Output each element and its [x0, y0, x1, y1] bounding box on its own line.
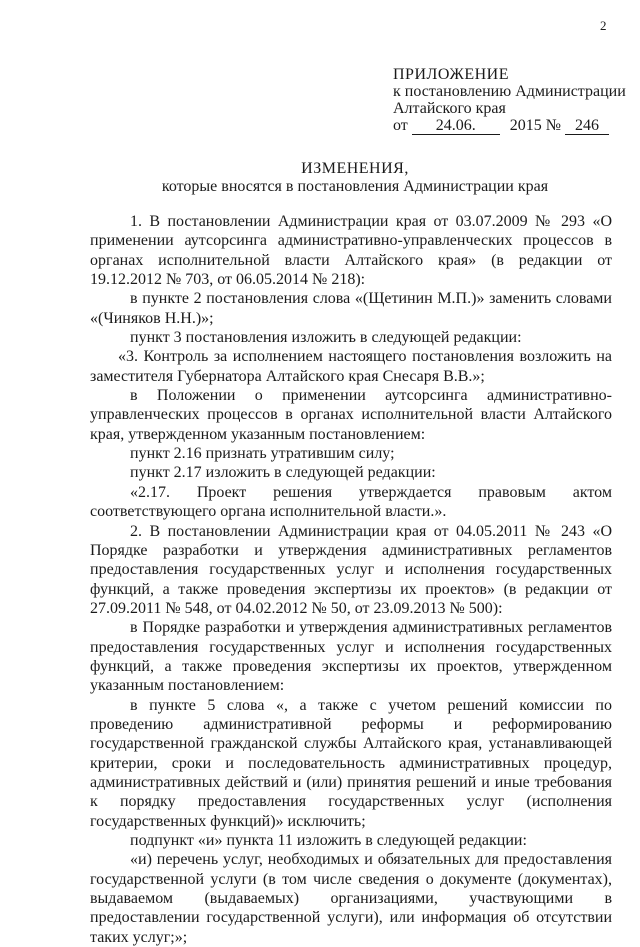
year-label: 2015 №	[509, 117, 562, 134]
document-body	[90, 212, 612, 947]
heading-subtitle: которые вносятся в постановления Администрации края	[161, 178, 549, 195]
paragraph-8: «2.17. Проект решения утверждается правовым актом соответствующего органа исполнительной власти.».	[90, 483, 612, 521]
paragraph-9: 2. В постановлении Администрации края от 04.05.2011 № 243 «О Порядке разработки и утверждения административных регламентов предоставления государственных услуг и исполнения государственных функций, а также проведения экспертизы их проектов» (в редакции от 27.09.2011 № 548, от 04.02.2012 № 50, от 23.09.2013 № 500):	[90, 522, 612, 617]
paragraph-10: в Порядке разработки и утверждения административных регламентов предоставления государственных услуг и исполнения государственных функций, а также проведения экспертизы их проектов, утвержденном указанным постановлением:	[90, 619, 612, 695]
page-number: 2	[600, 18, 607, 33]
heading-title: ИЗМЕНЕНИЯ,	[301, 160, 409, 177]
appendix-date-line	[393, 117, 626, 135]
paragraph-4: «3. Контроль за исполнением настоящего постановления возложить на заместителя Губернатора Алтайского края Снесаря В.В.»;	[90, 348, 612, 385]
document-number: 246	[565, 117, 609, 135]
paragraph-7: пункт 2.17 изложить в следующей редакции:	[130, 464, 436, 482]
appendix-block	[393, 66, 626, 135]
paragraph-3: пункт 3 постановления изложить в следующей редакции:	[130, 329, 522, 347]
paragraph-6: пункт 2.16 признать утратившим силу;	[130, 445, 395, 463]
date-value: 24.06.	[412, 117, 500, 135]
paragraph-2: в пункте 2 постановления слова «(Щетинин М.П.)» заменить словами «(Чиняков Н.Н.)»;	[90, 290, 612, 327]
paragraph-12: подпункт «и» пункта 11 изложить в следующей редакции:	[130, 832, 527, 849]
paragraph-13: «и) перечень услуг, необходимых и обязательных для предоставления государственной услуги (в том числе сведения о документе (документах), выдаваемом (выдаваемых) организациями, участвующими в предоставлении государственной услуги), или информация об отсутствии таких услуг;»;	[90, 851, 612, 946]
paragraph-11: в пункте 5 слова «, а также с учетом решений комиссии по проведению административной реформы и реформированию государственной гражданской службы Алтайского края, устанавливающей критерии, сроки и последовательность административных процедур, административных действий и (или) принятия решений и иные требования к порядку предоставления государственных услуг (исполнения государственных функций)» исключить;	[90, 696, 612, 830]
paragraph-1: 1. В постановлении Администрации края от 03.07.2009 № 293 «О применении аутсорсинга административно-управленческих процессов в органах исполнительной власти Алтайского края» (в редакции от 19.12.2012 № 703, от 06.05.2014 № 218):	[90, 213, 612, 289]
date-prefix: от	[393, 117, 408, 134]
appendix-title: ПРИЛОЖЕНИЕ	[393, 66, 510, 83]
appendix-line-1: к постановлению Администрации	[393, 83, 626, 100]
appendix-line-2: Алтайского края	[393, 100, 506, 117]
document-heading	[90, 160, 620, 196]
paragraph-5: в Положении о применении аутсорсинга административно-управленческих процессов в органах исполнительной власти Алтайского края, утвержденном указанным постановлением:	[90, 387, 612, 443]
